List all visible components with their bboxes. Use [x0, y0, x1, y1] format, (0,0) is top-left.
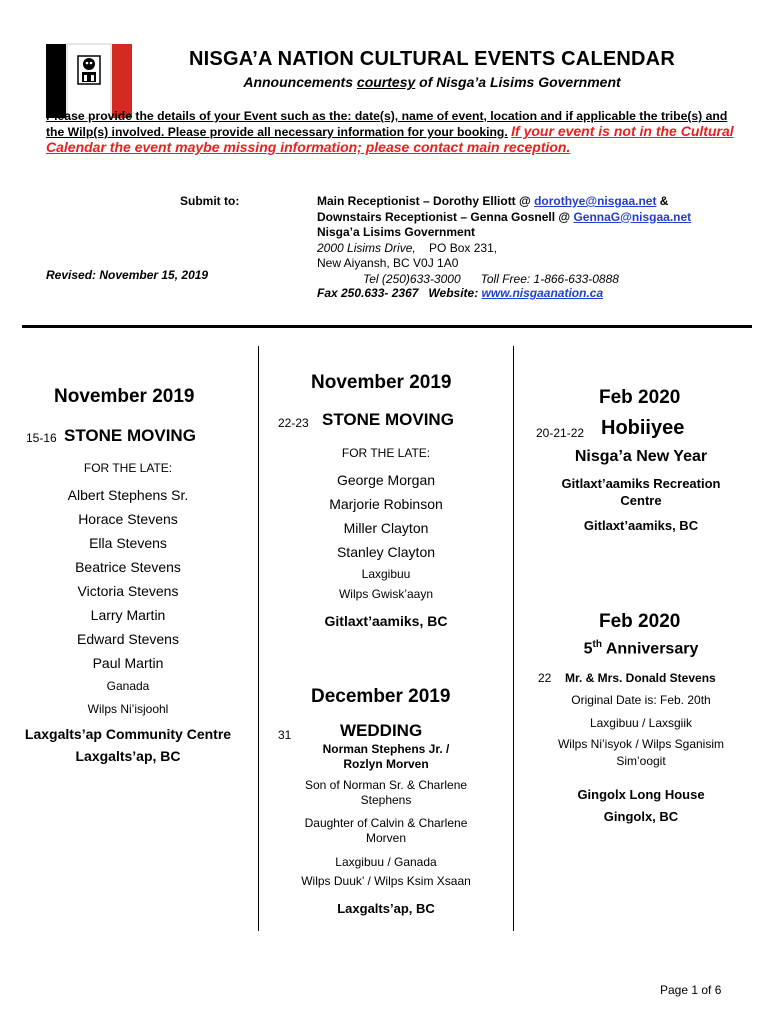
left-event-dates: 15-16 — [26, 431, 57, 445]
right-event2-couple: Mr. & Mrs. Donald Stevens — [565, 671, 716, 685]
contact-block: Main Receptionist – Dorothy Elliott @ dorothye@nisgaa.net & Downstairs Receptionist – Genna Gosnell @ GennaG@nisgaa.net Nisga’a Lisims Government 2000 Lisims Drive, PO Box 231, New Aiyansh, BC V0J 1A0 Tel (250)633-3000 Toll Free: 1-866-633-0888 Fax 250.633- 2367 Website: www.nisgaanation.ca — [317, 194, 747, 302]
submit-to-label: Submit to: — [180, 194, 240, 208]
revised-date: Revised: November 15, 2019 — [46, 268, 209, 282]
middle-event-title: STONE MOVING — [322, 410, 454, 429]
left-event-details: FOR THE LATE: Albert Stephens Sr. Horace Stevens Ella Stevens Beatrice Stevens Victoria Stevens Larry Martin Edward Stevens Paul Martin Ganada Wilps Ni’isjoohl Laxgalts’ap Community Centre Laxgalts’ap, BC — [24, 461, 232, 764]
document-subtitle: Announcements courtesy of Nisga’a Lisims Government — [243, 74, 621, 90]
middle-event2-dates: 31 — [278, 728, 292, 742]
left-event-title: STONE MOVING — [64, 426, 196, 445]
right-event-details: Nisga’a New Year Gitlaxt’aamiks Recreation Centre Gitlaxt’aamiks, BC — [561, 448, 721, 533]
left-month-heading: November 2019 — [54, 386, 195, 407]
right-event2-details: Original Date is: Feb. 20th Laxgibuu / Laxsgiik Wilps Ni’isyok / Wilps Sganisim Sim’oogit Gingolx Long House Gingolx, BC — [557, 693, 725, 824]
website-link[interactable]: www.nisgaanation.ca — [481, 286, 604, 300]
middle-event-details: FOR THE LATE: George Morgan Marjorie Robinson Miller Clayton Stanley Clayton Laxgibuu Wilps Gwisk’aayn Gitlaxt’aamiks, BC — [324, 446, 448, 629]
org-name: Nisga’a Lisims Government — [317, 225, 476, 239]
column-divider-right — [513, 346, 514, 931]
column-divider-left — [258, 346, 259, 931]
document-title: NISGA’A NATION CULTURAL EVENTS CALENDAR — [189, 48, 675, 70]
dorothy-email-link[interactable]: dorothye@nisgaa.net — [534, 194, 657, 208]
right-event-dates: 20-21-22 — [536, 426, 585, 440]
right-event2-dates: 22 — [538, 671, 552, 685]
right-month2-heading: Feb 2020 — [599, 611, 681, 632]
middle-event2-details: Norman Stephens Jr. / Rozlyn Morven Son of Norman Sr. & Charlene Stephens Daughter of Calvin & Charlene Morven Laxgibuu / Ganada Wilps Duuk’ / Wilps Ksim Xsaan Laxgalts’ap, BC — [301, 742, 471, 916]
middle-month-heading: November 2019 — [311, 372, 452, 393]
missing-info-warning: If your event is not in the Cultural Calendar the event maybe missing information; please contact main reception. — [46, 123, 734, 155]
middle-event-dates: 22-23 — [278, 416, 309, 430]
submission-instructions: Please provide the details of your Event such as the: date(s), name of event, location and if applicable the tribe(s) and the Wilp(s) involved. Please provide all necessary information for your booking. If your event is not in the Cultural Calendar the event maybe missing information; please contact main reception. — [46, 109, 734, 155]
right-event-title: Hobiiyee — [601, 417, 685, 439]
genna-email-link[interactable]: GennaG@nisgaa.net — [573, 209, 692, 224]
right-month-heading: Feb 2020 — [599, 387, 681, 408]
page-number: Page 1 of 6 — [660, 983, 722, 997]
middle-event2-title: WEDDING — [340, 721, 423, 740]
header-divider — [22, 325, 752, 328]
anniversary-heading: 5th Anniversary — [583, 639, 699, 658]
middle-month2-heading: December 2019 — [311, 686, 451, 707]
